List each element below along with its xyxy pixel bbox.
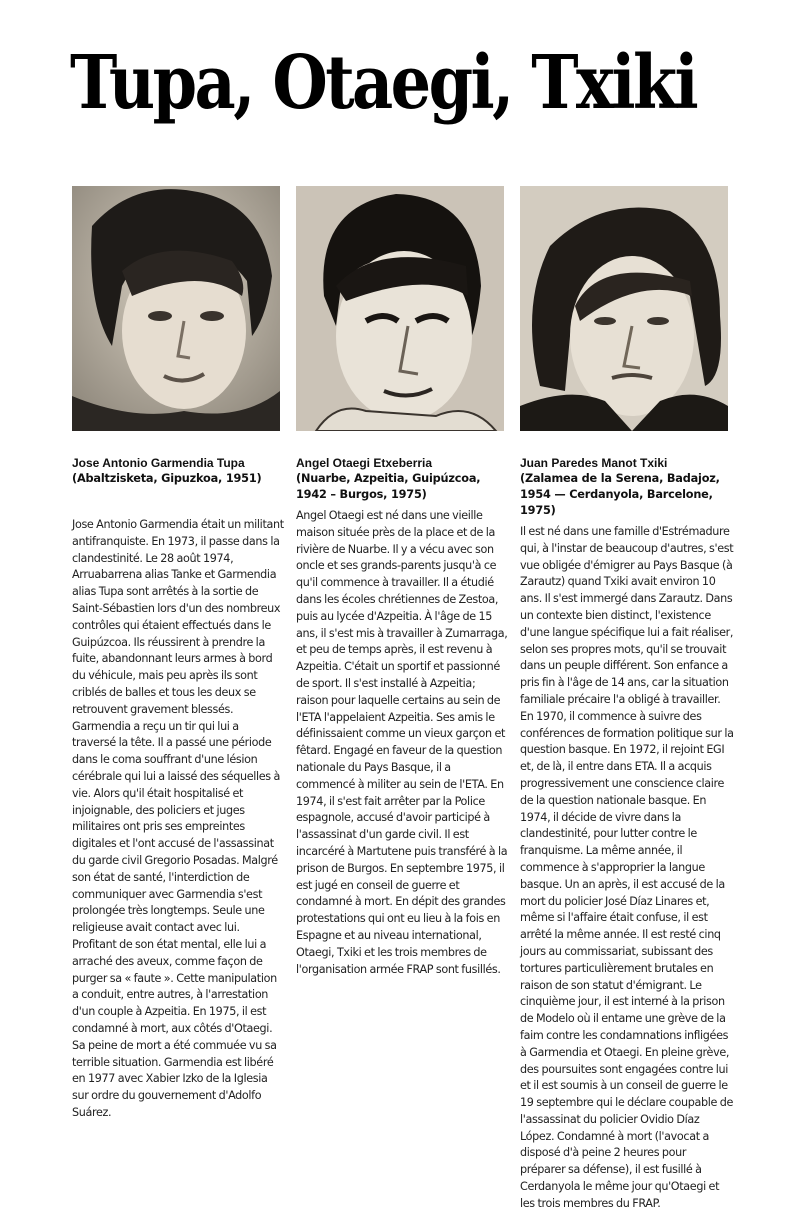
portrait-photo-txiki — [520, 186, 728, 431]
profile-column-otaegi — [296, 186, 508, 978]
profile-origin: (Nuarbe, Azpeitia, Guipúzcoa, 1942 – Burgos, 1975) — [296, 472, 481, 501]
profile-origin: (Abaltzisketa, Gipuzkoa, 1951) — [72, 472, 262, 485]
profile-bio: Il est né dans une famille d'Estrémadure qui, à l'instar de beaucoup d'autres, s'est vue obligée d'émigrer au Pays Basque (à Zarautz) quand Txiki avait environ 10 ans. Il s'est immergé dans Zarautz. Dans un contexte bien distinct, l'existence d'une langue spécifique lui a fait réaliser, selon ses propres mots, qu'il se trouvait dans un peuple différent. Son enfance a pris fin à l'âge de 14 ans, car la situation familiale précaire l'a obligé à travailler. En 1970, il commence à suivre des conférences de formation politique sur la question basque. En 1972, il rejoint EGI et, de là, il entre dans ETA. Il a acquis progressivement une conscience claire de la question nationale basque. En 1974, il décide de vivre dans la clandestinité, pour lutter contre le franquisme. La même année, il commence à s'approprier la langue basque. Un an après, il est accusé de la mort du policier José Díaz Linares et, même si l'affaire était confuse, il est arrêté la même année. Il est resté cinq jours au commissariat, subissant des tortures particulièrement brutales en raison de son statut d'émigrant. Le cinquième jour, il est interné à la prison de Modelo où il entame une grève de la faim contre les condamnations infligées à Garmendia et Otaegi. En pleine grève, des poursuites sont engagées contre lui et il est soumis à un conseil de guerre le 19 septembre qui le déclare coupable de l'assassinat du policier Ovidio Díaz López. Condamné à mort (l'avocat a disposé d'à peine 2 heures pour préparer sa défense), il est fusillé à Cerdanyola le même jour qu'Otaegi et les trois membres du FRAP. — [520, 525, 734, 1210]
profile-name: Juan Paredes Manot Txiki — [520, 456, 668, 470]
profile-bio: Angel Otaegi est né dans une vieille maison située près de la place et de la rivière de Nuarbe. Il y a vécu avec son oncle et ses grands-parents jusqu'à ce qu'il commence à travailler. Il a étudié dans les écoles chrétiennes de Zestoa, puis au lycée d'Azpeitia. À l'âge de 15 ans, il s'est mis à travailler à Zumarraga, et peu de temps après, il est revenu à Azpeitia. C'était un sportif et passionné de sport. Il s'est installé à Azpeitia; raison pour laquelle certains au sein de l'ETA l'appelaient Azpeitia. Ses amis le définissaient comme un vieux garçon et fêtard. Engagé en faveur de la question nationale du Pays Basque, il a commencé à militer au sein de l'ETA. En 1974, il s'est fait arrêter par la Police espagnole, accusé d'avoir participé à l'assassinat d'un garde civil. Il est incarcéré à Martutene puis transféré à la prison de Burgos. En septembre 1975, il est jugé en conseil de guerre et condamné à mort. En dépit des grandes protestations qui ont eu lieu à la fois en Espagne et au niveau international, Otaegi, Txiki et les trois membres de l'organisation armée FRAP sont fusillés. — [296, 509, 508, 976]
portrait-photo-otaegi — [296, 186, 504, 431]
portrait-photo-tupa — [72, 186, 280, 431]
profile-bio: Jose Antonio Garmendia était un militant antifranquiste. En 1973, il passe dans la clandestinité. Le 28 août 1974, Arruabarrena alias Tanke et Garmendia alias Tupa sont arrêtés à la sortie de Saint-Sébastien lors d'un des nombreux contrôles qui étaient effectués dans le Guipúzcoa. Ils réussirent à prendre la fuite, abandonnant leurs armes à bord du véhicule, mais peu après ils sont criblés de balles et tous les deux se retrouvent gravement blessés. Garmendia a reçu un tir qui lui a traversé la tête. Il a passé une période dans le coma souffrant d'une lésion cérébrale qui lui a laissé des séquelles à vie. Alors qu'il était hospitalisé et injoignable, des policiers et juges militaires ont pris ses empreintes digitales et l'ont accusé de l'assassinat du garde civil Gregorio Posadas. Malgré son état de santé, l'interdiction de communiquer avec Garmendia s'est prolongée très longtemps. Seule une religieuse avait contact avec lui. Profitant de son état mental, elle lui a arraché des aveux, comme façon de purger sa « faute ». Cette manipulation a conduit, entre autres, à l'arrestation d'un couple à Azpeitia. En 1975, il est condamné à mort, aux côtés d'Otaegi. Sa peine de mort a été commuée vu sa terrible situation. Garmendia est libéré en 1977 avec Xabier Izko de la Iglesia sur ordre du gouvernement d'Adolfo Suárez. — [72, 518, 284, 1119]
profile-name: Jose Antonio Garmendia Tupa — [72, 456, 245, 470]
page-title: Tupa, Otaegi, Txiki — [70, 40, 697, 126]
portrait-image-icon — [520, 186, 728, 431]
profile-origin: (Zalamea de la Serena, Badajoz, 1954 — Cerdanyola, Barcelone, 1975) — [520, 472, 720, 517]
profile-name: Angel Otaegi Etxeberria — [296, 456, 433, 470]
profile-column-tupa — [72, 186, 284, 1122]
portrait-image-icon — [72, 186, 280, 431]
profile-column-txiki — [520, 186, 734, 1213]
portrait-image-icon — [296, 186, 504, 431]
